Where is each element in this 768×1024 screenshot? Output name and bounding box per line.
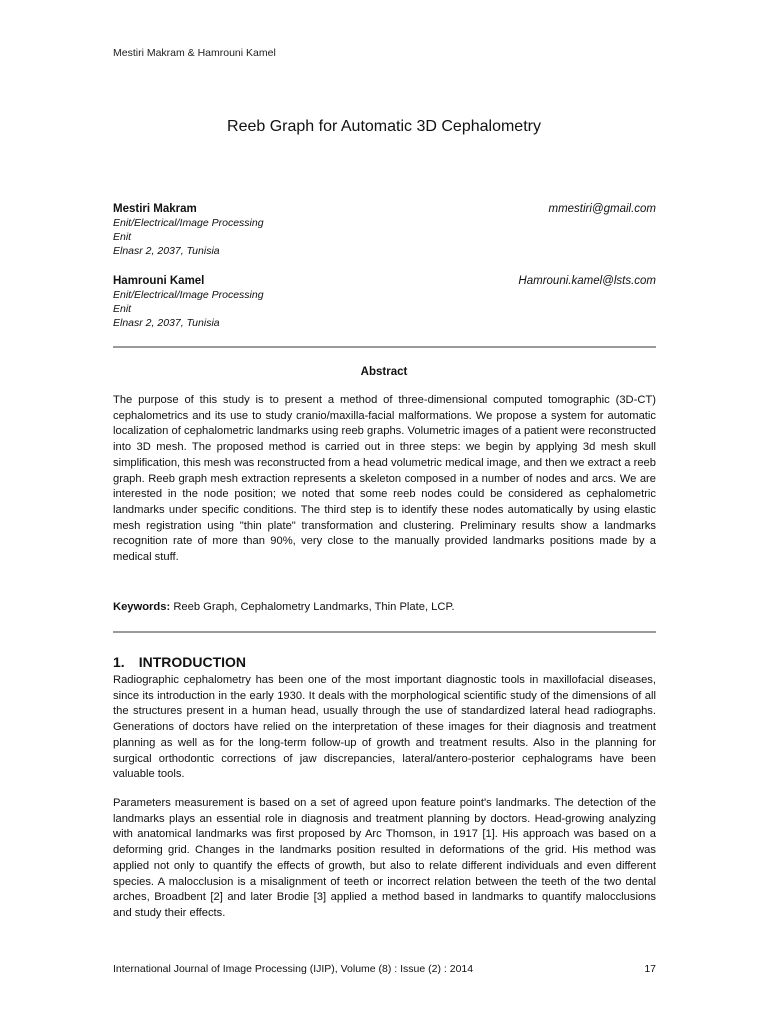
abstract-body: The purpose of this study is to present a method of three-dimensional computed tomographic (3D-CT) cephalometrics and its use to study cranio/maxilla-facial malformations. We propose a system for automatic localization of cephalometric landmarks using reeb graphs. Volumetric images of a patient were reconstructed into 3D mesh. The proposed method is carried out in three steps: we begin by applying 3d mesh skull simplification, this mesh was reconstructed from a head volumetric medical image, and then we extract a reeb graph. Reeb graph mesh extraction represents a skeleton composed in a number of nodes and arcs. We are interested in the node position; we noted that some reeb nodes could be considered as cephalometric landmarks under specific conditions. The third step is to identify these nodes automatically by using elastic mesh registration using "thin plate" transformation and clustering. Preliminary results show a landmarks recognition rate of more than 90%, very close to the manually provided landmarks positions made by a medical stuff. bbox=[113, 394, 656, 564]
author-institution: Enit bbox=[113, 230, 132, 243]
section-heading bbox=[113, 654, 246, 670]
divider-bottom bbox=[113, 631, 656, 633]
intro-paragraph-2: Parameters measurement is based on a set of agreed upon feature point's landmarks. The detection of the landmarks plays an essential role in diagnosis and treatment planning by doctors. Head-growing analyzing with anatomical landmarks was first proposed by Arc Thomson, in 1917 [1]. His approach was based on a deforming grid. Changes in the landmarks position resulted in deformations of the grid. His method was applied not only to quantify the effects of growth, but also to relate different individuals and even different species. A malocclusion is a misalignment of teeth or incorrect relation between the teeth of the two dental arches, Broadbent [2] and later Brodie [3] applied a method based in landmarks to quantify malocclusions and study their effects. bbox=[113, 797, 656, 919]
abstract-heading: Abstract bbox=[360, 366, 408, 378]
page-footer bbox=[113, 963, 656, 975]
author-name: Hamrouni Kamel bbox=[113, 275, 205, 287]
section-title: INTRODUCTION bbox=[138, 654, 247, 670]
author-address: Elnasr 2, 2037, Tunisia bbox=[113, 316, 220, 329]
author-affiliation: Enit/Electrical/Image Processing bbox=[113, 289, 264, 301]
page-number: 17 bbox=[644, 963, 656, 975]
footer-journal: International Journal of Image Processing (IJIP), Volume (8) : Issue (2) : 2014 bbox=[113, 963, 474, 975]
author-email: Hamrouni.kamel@lsts.com bbox=[518, 275, 656, 287]
author-name: Mestiri Makram bbox=[113, 203, 197, 215]
keywords-value: Reeb Graph, Cephalometry Landmarks, Thin Plate, LCP. bbox=[173, 601, 455, 613]
author-block-2 bbox=[113, 275, 656, 330]
author-address: Elnasr 2, 2037, Tunisia bbox=[113, 244, 220, 257]
paper-title: Reeb Graph for Automatic 3D Cephalometry bbox=[227, 118, 541, 135]
divider-top bbox=[113, 346, 656, 348]
keywords-line bbox=[113, 601, 656, 613]
keywords-label: Keywords: bbox=[113, 601, 171, 613]
author-affiliation: Enit/Electrical/Image Processing bbox=[113, 217, 264, 229]
author-block-1 bbox=[113, 203, 656, 258]
author-email: mmestiri@gmail.com bbox=[548, 203, 656, 215]
author-institution: Enit bbox=[113, 302, 132, 315]
running-head: Mestiri Makram & Hamrouni Kamel bbox=[113, 47, 276, 59]
intro-paragraph-1: Radiographic cephalometry has been one of the most important diagnostic tools in maxillofacial diseases, since its introduction in the early 1930. It deals with the morphological scientific study of the dimensions of all the structures present in a human head, usually through the use of standardized lateral head radiographs. Generations of doctors have relied on the interpretation of these images for their diagnosis and treatment planning as well as for the long-term follow-up of growth and treatment results. Also in the planning for surgical orthodontic corrections of jaw discrepancies, lateral/antero-posterior cephalograms have been valuable tools. bbox=[113, 674, 656, 781]
section-number: 1. bbox=[113, 654, 125, 670]
